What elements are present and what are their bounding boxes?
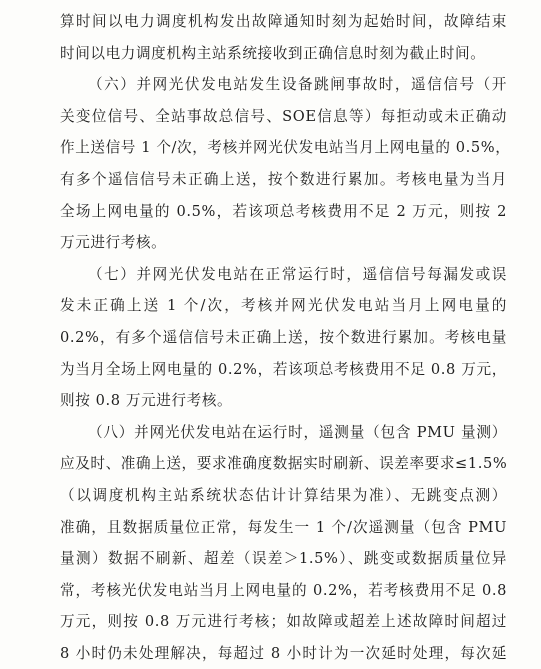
text-line: 万元，则按 0.8 万元进行考核；如故障或超差上述故障时间超过 [60, 613, 507, 631]
text-line: 万元进行考核。 [60, 234, 167, 252]
text-line: 作上送信号 1 个/次，考核并网光伏发电站当月上网电量的 0.5%， [60, 139, 511, 157]
text-line: （八）并网光伏发电站在运行时，遥测量（包含 PMU 量测） [88, 423, 507, 441]
text-line: （以调度机构主站系统状态估计计算结果为准）、无跳变点测） [60, 486, 507, 504]
text-line: 量测）数据不刷新、超差（误差＞1.5%）、跳变或数据质量位异 [60, 550, 507, 568]
text-line: （六）并网光伏发电站发生设备跳闸事故时，遥信信号（开 [88, 76, 507, 94]
text-line: 常，考核光伏发电站当月上网电量的 0.2%，若考核费用不足 0.8 [60, 581, 507, 599]
text-line: 8 小时仍未处理解决，每超过 8 小时计为一次延时处理，每次延 [60, 644, 507, 662]
text-line: 发未正确上送 1 个/次，考核并网光伏发电站当月上网电量的 [60, 297, 507, 315]
text-line: 0.2%，有多个遥信信号未正确上送，按个数进行累加。考核电量 [60, 328, 507, 346]
text-line: 则按 0.8 万元进行考核。 [60, 392, 233, 410]
text-line: 应及时、准确上送，要求准确度数据实时刷新、误差率要求≤1.5% [60, 455, 508, 473]
text-line: 准确，且数据质量位正常，每发生一 1 个/次遥测量（包含 PMU [60, 518, 507, 536]
text-line: 全场上网电量的 0.5%，若该项总考核费用不足 2 万元，则按 2 [60, 202, 507, 220]
text-line: 算时间以电力调度机构发出故障通知时刻为起始时间，故障结束 [60, 13, 507, 30]
text-line: 时间以电力调度机构主站系统接收到正确信息时刻为截止时间。 [60, 44, 486, 62]
text-line: 为当月全场上网电量的 0.2%，若该项总考核费用不足 0.8 万元， [60, 360, 507, 378]
text-line: 关变位信号、全站事故总信号、SOE信息等）每拒动或未正确动 [60, 107, 507, 125]
text-line: 有多个遥信信号未正确上送，按个数进行累加。考核电量为当月 [60, 170, 507, 188]
text-line: （七）并网光伏发电站在正常运行时，遥信信号每漏发或误 [88, 265, 507, 283]
